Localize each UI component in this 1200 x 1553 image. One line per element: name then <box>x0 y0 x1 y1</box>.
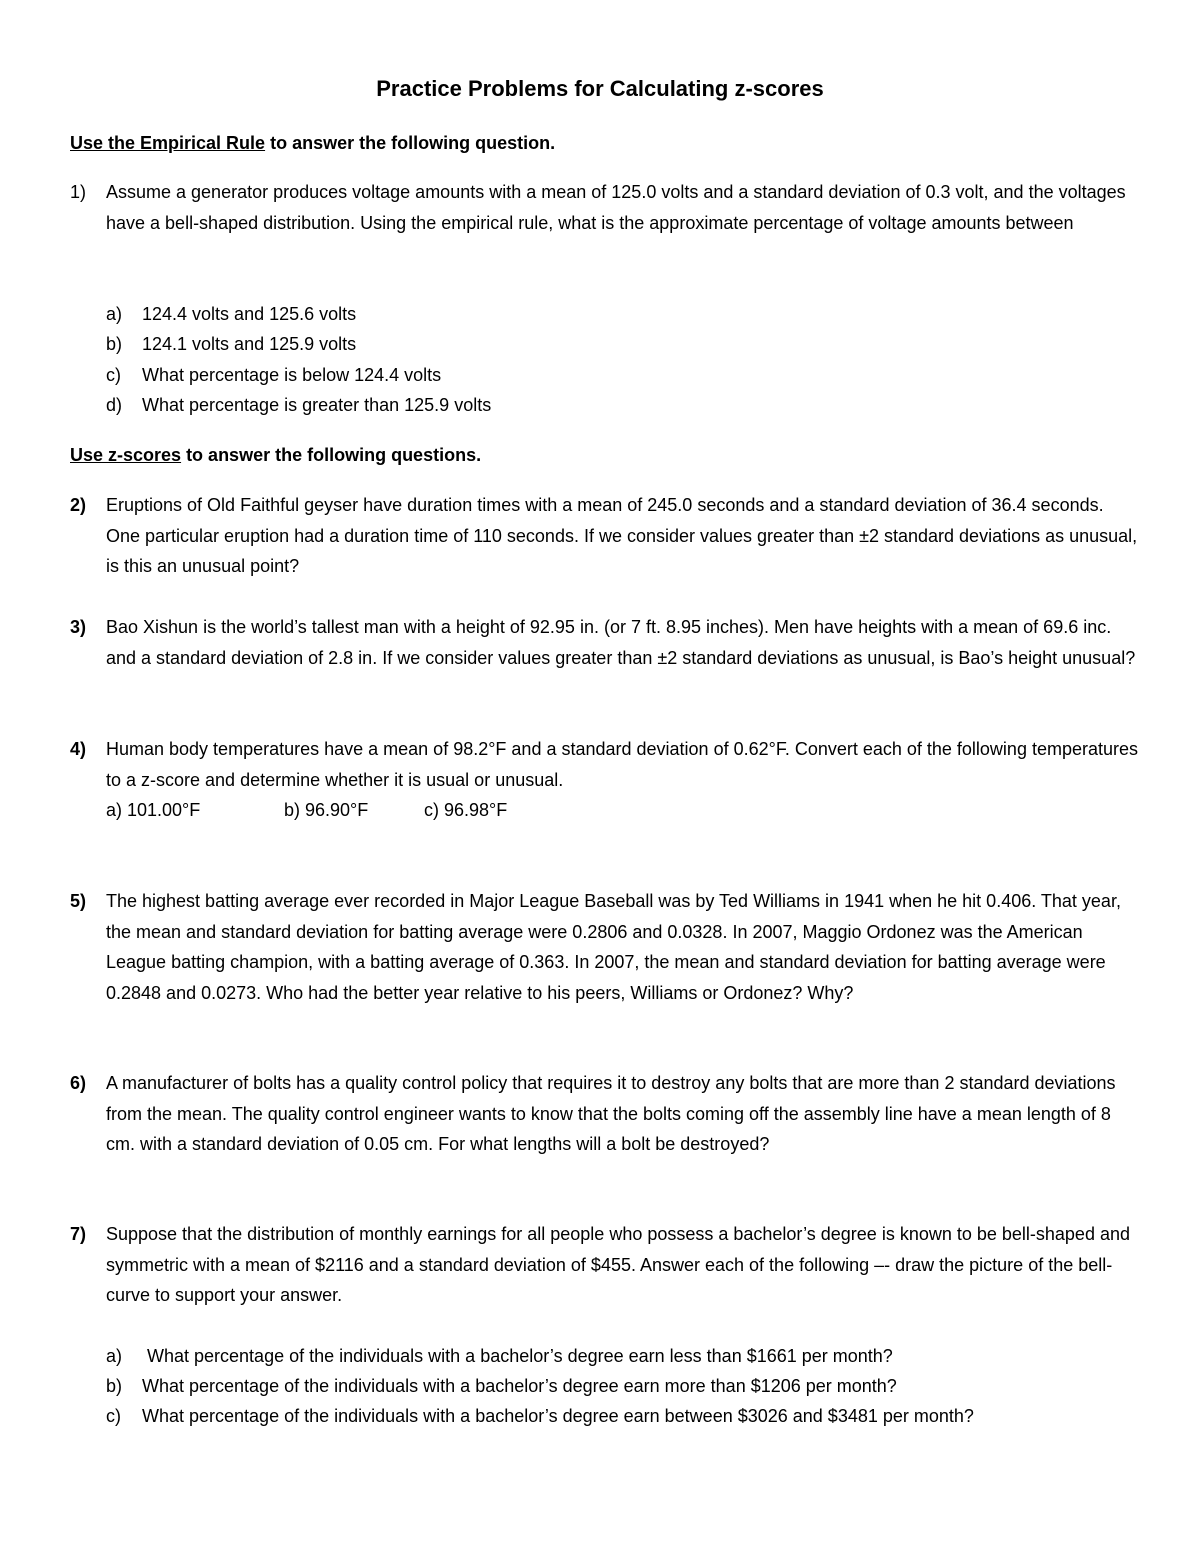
question-1 <box>70 177 1140 238</box>
question-1-part-a <box>106 299 1126 330</box>
part-label: d) <box>106 395 123 415</box>
section-heading-zscores <box>70 442 481 468</box>
part-label: a) <box>106 1346 123 1366</box>
question-number: 6) <box>70 1073 87 1093</box>
question-text: A manufacturer of bolts has a quality control policy that requires it to destroy any bolts that are more than 2 standard deviations from the mean. The quality control engineer wants to know that the bolts coming off the assembly line have a mean length of 8 cm. with a standard deviation of 0.05 cm. For what lengths will a bolt be destroyed? <box>106 1073 1116 1154</box>
question-3 <box>70 612 1140 673</box>
part-text: What percentage of the individuals with a bachelor’s degree earn more than $1206 per month? <box>142 1376 897 1396</box>
part-text: What percentage is below 124.4 volts <box>142 365 442 385</box>
part-text: What percentage of the individuals with a bachelor’s degree earn less than $1661 per month? <box>142 1346 893 1366</box>
question-1-part-d <box>106 390 1126 421</box>
question-7-part-b <box>106 1371 1126 1402</box>
temperature-a: a) 101.00°F <box>106 800 201 820</box>
question-text: Suppose that the distribution of monthly earnings for all people who possess a bachelor’s degree is known to be bell-shaped and symmetric with a mean of $2116 and a standard deviation of $455. Answer each of the following –- draw the picture of the bell-curve to support your answer. <box>106 1224 1130 1305</box>
temperature-c: c) 96.98°F <box>424 800 508 820</box>
question-number: 4) <box>70 739 87 759</box>
question-text: The highest batting average ever recorded in Major League Baseball was by Ted Williams in 1941 when he hit 0.406. That year, the mean and standard deviation for batting average were 0.2806 and 0.0328. In 2007, Maggio Ordonez was the American League batting champion, with a batting average of 0.363. In 2007, the mean and standard deviation for batting average were 0.2848 and 0.0273. Who had the better year relative to his peers, Williams or Ordonez? Why? <box>106 891 1121 1003</box>
question-5 <box>70 886 1140 1008</box>
question-1-part-c <box>106 360 1126 391</box>
question-number: 7) <box>70 1224 87 1244</box>
question-text: Assume a generator produces voltage amounts with a mean of 125.0 volts and a standard deviation of 0.3 volt, and the voltages have a bell-shaped distribution. Using the empirical rule, what is the approximate percentage of voltage amounts between <box>106 182 1126 233</box>
section-heading-rest: to answer the following question. <box>265 133 556 153</box>
question-number: 1) <box>70 182 87 202</box>
question-text: Eruptions of Old Faithful geyser have duration times with a mean of 245.0 seconds and a standard deviation of 36.4 seconds. One particular eruption had a duration time of 110 seconds. If we consider values greater than ±2 standard deviations as unusual, is this an unusual point? <box>106 495 1138 576</box>
question-2 <box>70 490 1140 582</box>
section-heading-empirical <box>70 130 555 156</box>
part-text: What percentage of the individuals with a bachelor’s degree earn between $3026 and $3481 per month? <box>142 1406 974 1426</box>
temperature-b: b) 96.90°F <box>284 800 369 820</box>
part-label: b) <box>106 1376 123 1396</box>
part-label: a) <box>106 304 123 324</box>
question-number: 5) <box>70 891 87 911</box>
part-label: c) <box>106 365 121 385</box>
section-heading-underlined: Use z-scores <box>70 445 182 465</box>
question-4 <box>70 734 1140 795</box>
part-label: c) <box>106 1406 121 1426</box>
question-6 <box>70 1068 1140 1160</box>
question-7 <box>70 1219 1140 1311</box>
question-text: Human body temperatures have a mean of 98.2°F and a standard deviation of 0.62°F. Convert each of the following temperatures to a z-score and determine whether it is usual or unusual. <box>106 739 1139 790</box>
part-text: What percentage is greater than 125.9 volts <box>142 395 492 415</box>
question-7-part-c <box>106 1401 1126 1432</box>
question-number: 2) <box>70 495 87 515</box>
question-text: Bao Xishun is the world’s tallest man with a height of 92.95 in. (or 7 ft. 8.95 inches). Men have heights with a mean of 69.6 inc. and a standard deviation of 2.8 in. If we consider values greater than ±2 standard deviations as unusual, is Bao’s height unusual? <box>106 617 1136 668</box>
part-label: b) <box>106 334 123 354</box>
question-1-part-b <box>106 329 1126 360</box>
page-title: Practice Problems for Calculating z-scores <box>376 76 824 101</box>
section-heading-underlined: Use the Empirical Rule <box>70 133 266 153</box>
question-number: 3) <box>70 617 87 637</box>
section-heading-rest: to answer the following questions. <box>181 445 482 465</box>
part-text: 124.1 volts and 125.9 volts <box>142 334 357 354</box>
part-text: 124.4 volts and 125.6 volts <box>142 304 357 324</box>
question-7-part-a <box>106 1341 1126 1372</box>
